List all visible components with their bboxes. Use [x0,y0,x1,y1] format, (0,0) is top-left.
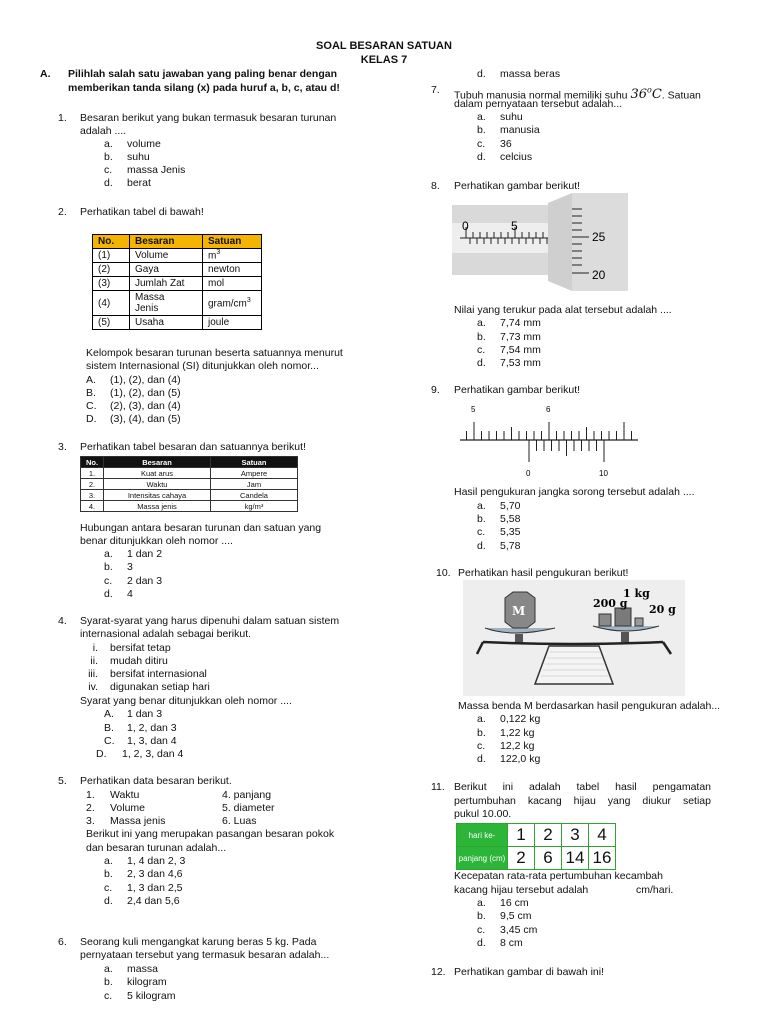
option-letter: b. [104,561,113,573]
weight-20g-label: 20 g [649,603,676,616]
question-text: pertumbuhan kacang hijau yang diukur setiap [454,795,711,807]
option-letter: b. [477,331,486,343]
table-row [93,277,262,291]
question-text: kacang hijau tersebut adalah [454,884,589,896]
question-text: Besaran berikut yang bukan termasuk besaran turunan [80,112,337,124]
option-text: 5,70 [500,500,521,512]
table-cell: (4) [93,291,130,316]
question-text: Perhatikan gambar di bawah ini! [454,966,605,978]
table-cell: 2 [508,847,535,870]
table-row [81,479,298,490]
question-text: Hasil pengukuran jangka sorong tersebut adalah .... [454,486,695,498]
cell-line: Massa [135,292,165,303]
option-letter: c. [477,740,486,752]
caliper-vernier-label-10: 10 [599,469,608,478]
caliper-vernier-ticks [529,440,604,462]
weight-1kg [615,608,631,626]
option-text: 1, 2, 3, dan 4 [122,748,184,760]
question-number: 5. [58,775,67,787]
option-text: (2), (3), dan (4) [110,400,181,412]
option-letter: b. [477,124,486,136]
option-letter: C. [104,735,115,747]
data-number: 3. [86,815,95,827]
table-header: Satuan [203,235,262,249]
option-letter: B. [86,387,96,399]
question-text: Massa benda M berdasarkan hasil pengukuran adalah... [458,700,721,712]
option-text: (1), (2), dan (5) [110,387,181,399]
requirement-text: digunakan setiap hari [110,681,210,693]
growth-table [456,823,616,870]
micrometer-figure [452,193,628,291]
table-row [93,291,262,316]
requirement-numeral: ii. [90,655,98,667]
option-text: 1 dan 3 [127,708,163,720]
table-cell: Gaya [130,263,203,277]
option-letter: a. [477,317,486,329]
option-letter: C. [86,400,97,412]
option-text: 3,45 cm [500,924,538,936]
option-text: 8 cm [500,937,523,949]
table-row [93,316,262,330]
option-letter: a. [477,713,486,725]
option-text: 0,122 kg [500,713,541,725]
data-number: 1. [86,789,95,801]
option-letter: B. [104,722,114,734]
option-text: massa beras [500,68,561,80]
table-cell: joule [203,316,262,330]
table-cell: (1) [93,249,130,263]
table-cell: 2. [81,479,104,490]
question-text: Seorang kuli mengangkat karung beras 5 kg. Pada [80,936,317,948]
micrometer-main-label-0: 0 [462,219,469,233]
option-text: 16 cm [500,897,529,909]
data-item: Volume [110,802,146,814]
question-number: 11. [431,781,445,793]
table-header: No. [81,457,104,468]
option-text: kilogram [127,976,167,988]
option-letter: c. [477,526,486,538]
table-cell [203,291,262,316]
question-text: Perhatikan gambar berikut! [454,180,581,192]
question-text: Perhatikan gambar berikut! [454,384,581,396]
table-cell: Waktu [104,479,211,490]
table-cell: Volume [130,249,203,263]
requirement-numeral: iii. [88,668,98,680]
option-text: 1, 3 dan 2,5 [127,882,183,894]
option-text: massa Jenis [127,164,186,176]
question-number: 8. [431,180,440,192]
table-row [93,263,262,277]
option-letter: A. [86,374,96,386]
option-letter: a. [477,500,486,512]
question-text: sistem Internasional (SI) ditunjukkan oleh nomor... [86,360,319,372]
table-row [81,490,298,501]
option-letter: D. [86,413,97,425]
question-text: benar ditunjukkan oleh nomor .... [80,535,233,547]
table-cell: Ampere [211,468,298,479]
question-text: Kelompok besaran turunan beserta satuannya menurut [86,347,343,359]
option-letter: b. [477,727,486,739]
question-text: pernyataan tersebut yang termasuk besaran adalah... [80,949,330,961]
option-text: 7,73 mm [500,331,541,343]
table-cell: 14 [562,847,589,870]
requirement-text: mudah ditiru [110,655,168,667]
table-cell: 1 [508,824,535,847]
option-text: 7,54 mm [500,344,541,356]
table-cell [203,249,262,263]
table-cell: Jumlah Zat [130,277,203,291]
micrometer-main-label-5: 5 [511,219,518,233]
option-letter: d. [477,540,486,552]
table-row [81,468,298,479]
micrometer-thimble-label-20: 20 [592,268,606,282]
option-text: 122,0 kg [500,753,541,765]
option-letter: b. [104,868,113,880]
option-letter: d. [477,151,486,163]
option-letter: c. [477,924,486,936]
table-header: Satuan [211,457,298,468]
data-item: 6. Luas [222,815,257,827]
weight-20g [635,618,643,626]
option-text: (1), (2), dan (4) [110,374,181,386]
question-number: 2. [58,206,67,218]
question-text-part: Tubuh manusia normal memiliki suhu [454,89,628,102]
table-cell: (5) [93,316,130,330]
option-text: 12,2 kg [500,740,535,752]
option-letter: c. [104,990,113,1002]
question-text: cm/hari. [636,884,674,896]
right-pan-post [621,632,629,642]
table-cell: Massa jenis [104,501,211,512]
unit-superscript: 3 [216,249,221,257]
row-label: panjang (cm) [457,847,508,870]
section-a-instruction-line1: Pilihlah salah satu jawaban yang paling benar dengan [68,68,337,80]
data-number: 2. [86,802,95,814]
question-number: 4. [58,615,67,627]
option-letter: a. [104,855,113,867]
option-letter: b. [477,513,486,525]
option-letter: d. [477,68,486,80]
left-pan-post [515,634,523,642]
besaran-satuan-table-2 [80,456,298,512]
question-number: 6. [58,936,67,948]
table-cell: 6 [535,847,562,870]
option-letter: b. [104,976,113,988]
option-letter: a. [477,897,486,909]
table-cell: (3) [93,277,130,291]
question-text: Perhatikan data besaran berikut. [80,775,232,787]
row-label: hari ke- [457,824,508,847]
option-text: 2,4 dan 5,6 [127,895,180,907]
requirement-text: bersifat internasional [110,668,207,680]
option-letter: c. [477,344,486,356]
table-row [81,501,298,512]
micrometer-thimble-label-25: 25 [592,230,606,244]
requirement-numeral: i. [92,642,98,654]
cell-line: Jenis [135,303,159,314]
object-m-label: M [512,604,526,618]
option-text: 5,35 [500,526,521,538]
question-number: 10. [436,567,451,579]
question-number: 1. [58,112,67,124]
question-text: Nilai yang terukur pada alat tersebut adalah .... [454,304,672,316]
option-letter: c. [104,882,113,894]
table-header: Besaran [104,457,211,468]
table-cell: newton [203,263,262,277]
option-letter: d. [477,937,486,949]
table-cell [130,291,203,316]
option-text: suhu [500,111,523,123]
option-text: 5,78 [500,540,521,552]
table-cell: Intensitas cahaya [104,490,211,501]
question-text-part: . Satuan [661,89,701,102]
question-text: pukul 10.00. [454,808,512,820]
table-cell: 2 [535,824,562,847]
question-number: 12. [431,966,446,978]
caliper-main-label-6: 6 [546,405,551,414]
degree-symbol: o [647,86,652,95]
requirement-numeral: iv. [88,681,98,693]
option-text: volume [127,138,161,150]
question-text: Perhatikan tabel besaran dan satuannya berikut! [80,441,306,453]
option-letter: c. [104,164,113,176]
question-text: Syarat yang benar ditunjukkan oleh nomor .... [80,695,292,707]
table-cell: 3. [81,490,104,501]
question-text: Berikut ini adalah tabel hasil pengamatan [454,781,711,793]
data-item: Massa jenis [110,815,166,827]
table-cell: 1. [81,468,104,479]
unit-text: gram/cm [208,298,247,310]
question-text: dalam pernyataan tersebut adalah... [454,98,623,110]
option-text: 1, 3, dan 4 [127,735,177,747]
table-cell: mol [203,277,262,291]
option-text: 3 [127,561,133,573]
caliper-main-label-5: 5 [471,405,476,414]
data-item: Waktu [110,789,140,801]
option-text: berat [127,177,151,189]
question-text: Hubungan antara besaran turunan dan satuan yang [80,522,322,534]
option-letter: a. [477,111,486,123]
option-text: 1, 4 dan 2, 3 [127,855,186,867]
table-header: Besaran [130,235,203,249]
table-cell: 4. [81,501,104,512]
option-text: 5,58 [500,513,521,525]
option-text: 1, 2, dan 3 [127,722,177,734]
option-text: manusia [500,124,540,136]
table-row [457,847,616,870]
option-text: (3), (4), dan (5) [110,413,181,425]
option-text: 7,53 mm [500,357,541,369]
besaran-satuan-table [92,234,262,330]
table-cell: Candela [211,490,298,501]
option-letter: A. [104,708,114,720]
option-text: celcius [500,151,533,163]
unit-text: m [208,250,217,262]
option-text: 9,5 cm [500,910,532,922]
question-number: 7. [431,84,440,96]
caliper-figure [454,400,640,482]
question-number: 9. [431,384,440,396]
option-text: 7,74 mm [500,317,541,329]
table-cell: kg/m³ [211,501,298,512]
question-text: internasional adalah sebagai berikut. [80,628,252,640]
section-a-letter: A. [40,68,51,80]
question-text: Perhatikan tabel di bawah! [80,206,204,218]
option-text: 2 dan 3 [127,575,163,587]
table-row [93,249,262,263]
option-text: 5 kilogram [127,990,176,1002]
table-cell: Jam [211,479,298,490]
question-text: Berikut ini yang merupakan pasangan besaran pokok [86,828,335,840]
temperature-unit: C [651,87,662,103]
option-letter: c. [477,138,486,150]
temperature-number: 36 [630,87,647,103]
option-letter: d. [104,588,113,600]
question-text: Perhatikan hasil pengukuran berikut! [458,567,629,579]
question-text: dan besaran turunan adalah... [86,842,227,854]
unit-superscript: 3 [246,296,251,304]
option-text: 36 [500,138,512,150]
page-subtitle: KELAS 7 [360,54,408,66]
option-text: 1,22 kg [500,727,535,739]
option-letter: D. [96,748,107,760]
table-cell: Usaha [130,316,203,330]
question-number: 3. [58,441,67,453]
option-text: suhu [127,151,150,163]
option-letter: a. [104,548,113,560]
question-text: adalah .... [80,125,127,137]
weight-1kg-label: 1 kg [623,587,650,600]
weight-200g-label: 200 g [593,597,628,610]
section-a-instruction-line2: memberikan tanda silang (x) pada huruf a, b, c, atau d! [68,82,340,94]
option-text: massa [127,963,158,975]
table-cell: 16 [589,847,616,870]
option-letter: d. [477,357,486,369]
page-title: SOAL BESARAN SATUAN [316,40,452,52]
table-cell: (2) [93,263,130,277]
option-text: 1 dan 2 [127,548,163,560]
option-letter: b. [104,151,113,163]
question-text: Syarat-syarat yang harus dipenuhi dalam satuan sistem [80,615,340,627]
weight-200g [599,614,611,626]
data-item: 4. panjang [222,789,272,801]
data-item: 5. diameter [222,802,275,814]
table-cell: 4 [589,824,616,847]
option-letter: b. [477,910,486,922]
question-text: Kecepatan rata-rata pertumbuhan kecambah [454,870,663,882]
balance-figure [463,580,685,696]
table-row [457,824,616,847]
table-header: No. [93,235,130,249]
option-letter: d. [477,753,486,765]
caliper-main-ticks [467,422,632,440]
option-letter: a. [104,963,113,975]
caliper-vernier-label-0: 0 [526,469,531,478]
option-text: 4 [127,588,133,600]
option-letter: a. [104,138,113,150]
option-letter: d. [104,895,113,907]
option-letter: d. [104,177,113,189]
table-cell: 3 [562,824,589,847]
option-text: 2, 3 dan 4,6 [127,868,183,880]
table-cell: Kuat arus [104,468,211,479]
requirement-text: bersifat tetap [110,642,171,654]
option-letter: c. [104,575,113,587]
temperature-value [630,87,661,102]
